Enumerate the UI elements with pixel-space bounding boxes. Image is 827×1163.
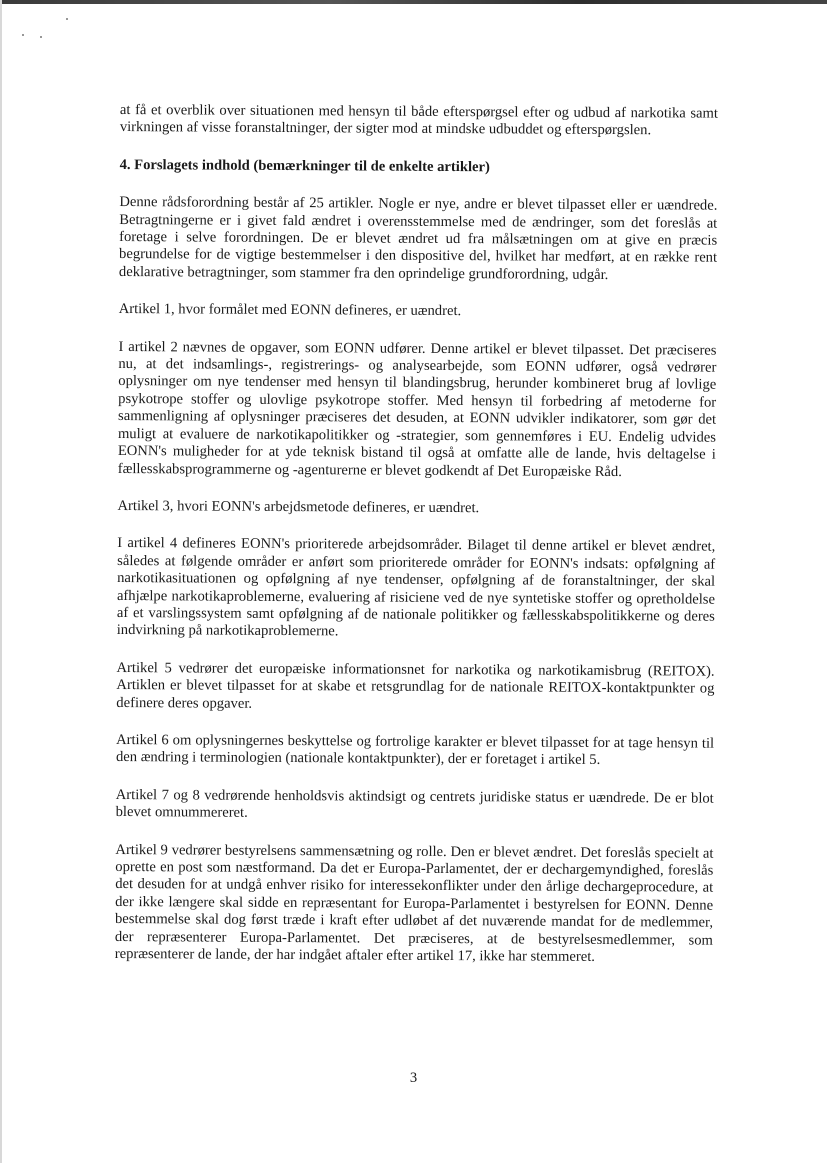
paragraph-article-4: I artikel 4 defineres EONN's prioriterede arbejdsområder. Bilaget til denne artikel er blevet ændret, således at følgende områder er anført som prioriterede områder for EONN's indsats: opfølgning af narkotikasituationen og opfølgning af nye tendenser, opfølgning af de foranstaltninger, der skal afhjælpe narkotikaproblemerne, evaluering af risiciene ved de nye syntetiske stoffer og opretholdelse af et varslingssystem samt opfølgning af de nationale politikker og fællesskabspolitikkerne og deres indvirkning på narkotikaproblemerne.: [116, 535, 716, 640]
scan-border-left: [0, 0, 2, 1163]
paragraph-intro-continuation: at få et overblik over situationen med hensyn til både efterspørgsel efter og udbud af narkotika samt virkningen af visse foranstaltninger, der sigter mod at mindske udbuddet og efterspørgslen.: [119, 102, 718, 139]
scan-speck: [22, 34, 24, 36]
scan-speck: [66, 18, 68, 20]
section-heading: 4. Forslagets indhold (bemærkninger til de enkelte artikler): [119, 156, 490, 176]
paragraph-article-5: Artikel 5 vedrører det europæiske informationsnet for narkotika og narkotikamisbrug (REITOX). Artiklen er blevet tilpasset for at skabe et retsgrundlag for de nationale REITOX-kontaktpunkter og definere deres opgaver.: [116, 659, 715, 712]
page-number: 3: [409, 1070, 418, 1086]
paragraph-articles-7-8: Artikel 7 og 8 vedrørende henholdsvis aktindsigt og centrets juridiske status er uændrede. De er blot blevet omnummereret.: [115, 786, 714, 821]
paragraph-article-3: Artikel 3, hvori EONN's arbejdsmetode defineres, er uændret.: [117, 497, 480, 517]
paragraph-article-9: Artikel 9 vedrører bestyrelsens sammensætning og rolle. Den er blevet ændret. Det foreslås specielt at oprette en post som næstformand. Da det er Europa-Parlamentet, der er dechargemyndighed, foreslås det desuden for at undgå enhver risiko for interessekonflikter under den årlige dechargeprocedure, at der ikke længere skal sidde en repræsentant for Europa-Parlamentet i bestyrelsen for EONN. Denne bestemmelse skal dog først træde i kraft efter udløbet af det nuværende mandat for de medlemmer, der repræsenterer Europa-Parlamentet. Det præciseres, at de bestyrelsesmedlemmer, som repræsenterer de lande, der har indgået aftaler efter artikel 17, ikke har stemmeret.: [114, 841, 714, 965]
paragraph-article-1: Artikel 1, hvor formålet med EONN defineres, er uændret.: [118, 301, 462, 320]
document-body: [115, 102, 718, 987]
paragraph-article-6: Artikel 6 om oplysningernes beskyttelse og fortrolige karakter er blevet tilpasset for at tage hensyn til den ændring i terminologien (nationale kontaktpunkter), der er foretaget i artikel 5.: [115, 731, 715, 769]
paragraph-overview: Denne rådsforordning består af 25 artikler. Nogle er nye, andre er blevet tilpasset eller er uændrede. Betragtningerne er i givet fald ændret i overensstemmelse med de ændringer, som det foreslås at foretage i selve forordningen. De er blevet ændret ud fra målsætningen om at give en præcis begrundelse for de vigtige bestemmelser i den dispositive del, hvilket har medført, at en række rent deklarative betragtninger, som stammer fra den oprindelige grundforordning, udgår.: [118, 194, 718, 283]
scan-border-top: [0, 0, 827, 4]
scan-speck: [40, 36, 42, 38]
paragraph-article-2: I artikel 2 nævnes de opgaver, som EONN udfører. Denne artikel er blevet tilpasset. Det præciseres nu, at det indsamlings-, registrerings- og analysearbejde, som EONN udfører, også vedrører oplysninger om nye tendenser med hensyn til blandingsbrug, herunder kombineret brug af lovlige psykotrope stoffer og ulovlige psykotrope stoffer. Med hensyn til forbedring af metoderne for sammenligning af oplysninger præciseres det desuden, at EONN udvikler indikatorer, som gør det muligt at evaluere de narkotikapolitikker og -strategier, som gennemføres i EU. Endelig udvides EONN's muligheder for at yde teknisk bistand til også at omfatte alle de lande, hvis deltagelse i fællesskabsprogrammerne og -agenturerne er blevet godkendt af Det Europæiske Råd.: [117, 338, 717, 480]
